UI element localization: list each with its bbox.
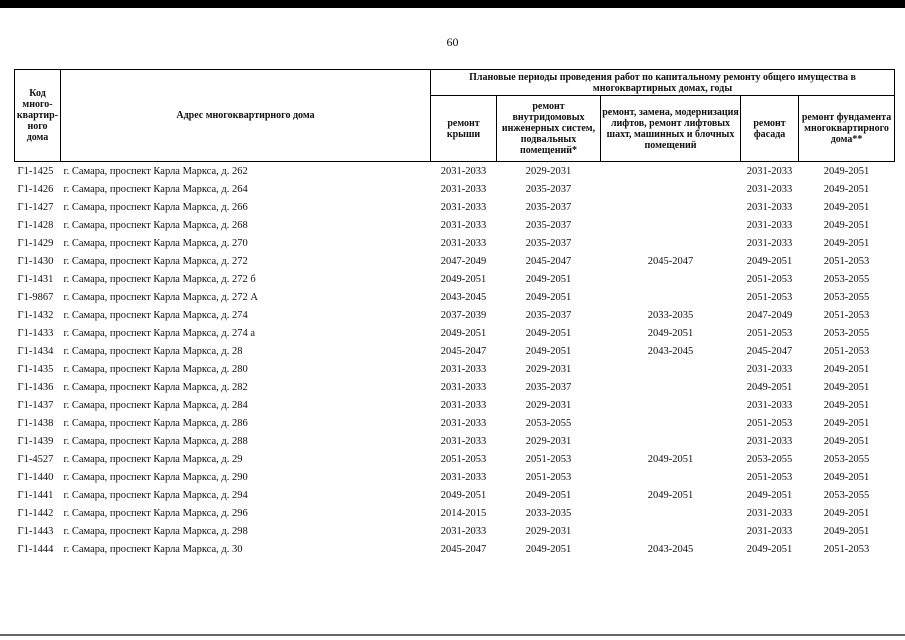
cell-roof: 2031-2033 xyxy=(440,201,487,213)
cell-roof: 2049-2051 xyxy=(440,273,487,285)
cell-code: Г1-1443 xyxy=(17,525,54,537)
cell-internal-systems: 2045-2047 xyxy=(525,255,572,267)
cell-internal-systems: 2049-2051 xyxy=(525,327,572,339)
header-periods-group: Плановые периоды проведения работ по капитальному ремонту общего имущества в многоквартирных домах, годы xyxy=(431,70,895,96)
header-code: Код много-квартир-ного дома xyxy=(15,70,61,162)
cell-internal-systems: 2029-2031 xyxy=(525,363,572,375)
cell-roof: 2031-2033 xyxy=(440,165,487,177)
cell-code: Г1-1431 xyxy=(17,273,54,285)
cell-lifts xyxy=(601,522,741,540)
cell-facade: 2031-2033 xyxy=(746,201,793,213)
cell-address: г. Самара, проспект Карла Маркса, д. 286 xyxy=(63,417,248,429)
cell-code: Г1-1429 xyxy=(17,237,54,249)
cell-address: г. Самара, проспект Карла Маркса, д. 274 а xyxy=(63,327,256,339)
cell-roof: 2031-2033 xyxy=(440,219,487,231)
cell-code: Г1-1426 xyxy=(17,183,54,195)
cell-facade: 2049-2051 xyxy=(746,543,793,555)
header-internal-systems: ремонт внутридомовых инженерных систем, подвальных помещений* xyxy=(497,96,601,162)
cell-code: Г1-1433 xyxy=(17,327,54,339)
table-row xyxy=(15,468,895,486)
cell-address: г. Самара, проспект Карла Маркса, д. 272 xyxy=(63,255,248,267)
cell-address: г. Самара, проспект Карла Маркса, д. 290 xyxy=(63,471,248,483)
cell-facade: 2049-2051 xyxy=(746,489,793,501)
cell-facade: 2051-2053 xyxy=(746,327,793,339)
cell-code: Г1-1439 xyxy=(17,435,54,447)
cell-lifts xyxy=(601,270,741,288)
cell-internal-systems: 2049-2051 xyxy=(525,489,572,501)
page-number: 60 xyxy=(446,35,459,49)
cell-address: г. Самара, проспект Карла Маркса, д. 29 xyxy=(63,453,243,465)
cell-facade: 2051-2053 xyxy=(746,471,793,483)
cell-address: г. Самара, проспект Карла Маркса, д. 262 xyxy=(63,165,248,177)
cell-lifts: 2043-2045 xyxy=(647,543,694,555)
cell-facade: 2031-2033 xyxy=(746,525,793,537)
table-row xyxy=(15,432,895,450)
table-row xyxy=(15,414,895,432)
header-lifts: ремонт, замена, модернизация лифтов, ремонт лифтовых шахт, машинных и блочных помещений xyxy=(601,96,741,162)
cell-roof: 2037-2039 xyxy=(440,309,487,321)
cell-foundation: 2049-2051 xyxy=(823,219,870,231)
cell-internal-systems: 2049-2051 xyxy=(525,543,572,555)
cell-code: Г1-1441 xyxy=(17,489,54,501)
cell-facade: 2051-2053 xyxy=(746,291,793,303)
cell-lifts xyxy=(601,504,741,522)
table-row xyxy=(15,450,895,468)
cell-internal-systems: 2035-2037 xyxy=(525,219,572,231)
table-row xyxy=(15,324,895,342)
cell-facade: 2049-2051 xyxy=(746,255,793,267)
cell-lifts xyxy=(601,432,741,450)
cell-roof: 2031-2033 xyxy=(440,435,487,447)
cell-foundation: 2049-2051 xyxy=(823,183,870,195)
cell-internal-systems: 2035-2037 xyxy=(525,183,572,195)
table-row xyxy=(15,306,895,324)
table-row xyxy=(15,234,895,252)
cell-code: Г1-1425 xyxy=(17,165,54,177)
table-row xyxy=(15,342,895,360)
repair-schedule-table xyxy=(14,69,895,558)
cell-address: г. Самара, проспект Карла Маркса, д. 264 xyxy=(63,183,248,195)
cell-address: г. Самара, проспект Карла Маркса, д. 272 б xyxy=(63,273,256,285)
cell-foundation: 2053-2055 xyxy=(823,489,870,501)
table-row xyxy=(15,504,895,522)
cell-lifts xyxy=(601,234,741,252)
cell-roof: 2031-2033 xyxy=(440,237,487,249)
cell-lifts: 2045-2047 xyxy=(647,255,694,267)
cell-address: г. Самара, проспект Карла Маркса, д. 28 xyxy=(63,345,243,357)
cell-facade: 2031-2033 xyxy=(746,507,793,519)
table-row xyxy=(15,540,895,558)
cell-lifts xyxy=(601,414,741,432)
cell-lifts: 2049-2051 xyxy=(647,489,694,501)
cell-foundation: 2053-2055 xyxy=(823,453,870,465)
cell-foundation: 2049-2051 xyxy=(823,507,870,519)
cell-code: Г1-1438 xyxy=(17,417,54,429)
cell-foundation: 2053-2055 xyxy=(823,273,870,285)
cell-address: г. Самара, проспект Карла Маркса, д. 270 xyxy=(63,237,248,249)
cell-internal-systems: 2051-2053 xyxy=(525,471,572,483)
cell-roof: 2045-2047 xyxy=(440,543,487,555)
cell-foundation: 2051-2053 xyxy=(823,309,870,321)
cell-roof: 2045-2047 xyxy=(440,345,487,357)
cell-address: г. Самара, проспект Карла Маркса, д. 272 А xyxy=(63,291,258,303)
cell-roof: 2031-2033 xyxy=(440,381,487,393)
cell-address: г. Самара, проспект Карла Маркса, д. 30 xyxy=(63,543,243,555)
cell-code: Г1-1430 xyxy=(17,255,54,267)
table-body xyxy=(15,162,895,559)
cell-roof: 2043-2045 xyxy=(440,291,487,303)
cell-internal-systems: 2035-2037 xyxy=(525,309,572,321)
table-row xyxy=(15,252,895,270)
cell-foundation: 2053-2055 xyxy=(823,291,870,303)
cell-address: г. Самара, проспект Карла Маркса, д. 294 xyxy=(63,489,248,501)
table-row xyxy=(15,378,895,396)
cell-lifts: 2033-2035 xyxy=(647,309,694,321)
cell-facade: 2031-2033 xyxy=(746,435,793,447)
table-row xyxy=(15,270,895,288)
cell-facade: 2031-2033 xyxy=(746,183,793,195)
cell-internal-systems: 2029-2031 xyxy=(525,525,572,537)
cell-lifts xyxy=(601,288,741,306)
cell-internal-systems: 2029-2031 xyxy=(525,399,572,411)
header-address: Адрес многоквартирного дома xyxy=(61,70,431,162)
cell-foundation: 2049-2051 xyxy=(823,417,870,429)
table-row xyxy=(15,360,895,378)
cell-internal-systems: 2035-2037 xyxy=(525,381,572,393)
header-roof: ремонт крыши xyxy=(431,96,497,162)
cell-lifts xyxy=(601,378,741,396)
cell-code: Г1-1434 xyxy=(17,345,54,357)
table-row xyxy=(15,396,895,414)
cell-lifts xyxy=(601,180,741,198)
cell-lifts xyxy=(601,396,741,414)
cell-foundation: 2053-2055 xyxy=(823,327,870,339)
table-row xyxy=(15,216,895,234)
cell-foundation: 2049-2051 xyxy=(823,363,870,375)
header-foundation: ремонт фундамента многоквартирного дома** xyxy=(799,96,895,162)
cell-lifts xyxy=(601,360,741,378)
cell-facade: 2031-2033 xyxy=(746,399,793,411)
cell-roof: 2051-2053 xyxy=(440,453,487,465)
cell-foundation: 2049-2051 xyxy=(823,435,870,447)
cell-address: г. Самара, проспект Карла Маркса, д. 280 xyxy=(63,363,248,375)
table-row xyxy=(15,162,895,181)
cell-internal-systems: 2049-2051 xyxy=(525,291,572,303)
cell-lifts xyxy=(601,162,741,181)
cell-foundation: 2049-2051 xyxy=(823,381,870,393)
cell-roof: 2031-2033 xyxy=(440,183,487,195)
cell-address: г. Самара, проспект Карла Маркса, д. 282 xyxy=(63,381,248,393)
cell-code: Г1-1444 xyxy=(17,543,54,555)
cell-internal-systems: 2035-2037 xyxy=(525,201,572,213)
cell-foundation: 2049-2051 xyxy=(823,201,870,213)
cell-internal-systems: 2049-2051 xyxy=(525,273,572,285)
cell-code: Г1-1437 xyxy=(17,399,54,411)
cell-foundation: 2049-2051 xyxy=(823,525,870,537)
table-row xyxy=(15,486,895,504)
cell-address: г. Самара, проспект Карла Маркса, д. 266 xyxy=(63,201,248,213)
cell-roof: 2049-2051 xyxy=(440,327,487,339)
cell-roof: 2031-2033 xyxy=(440,363,487,375)
cell-internal-systems: 2051-2053 xyxy=(525,453,572,465)
cell-code: Г1-1442 xyxy=(17,507,54,519)
cell-roof: 2031-2033 xyxy=(440,417,487,429)
cell-facade: 2045-2047 xyxy=(746,345,793,357)
cell-facade: 2031-2033 xyxy=(746,165,793,177)
cell-code: Г1-1440 xyxy=(17,471,54,483)
cell-foundation: 2049-2051 xyxy=(823,399,870,411)
cell-facade: 2031-2033 xyxy=(746,237,793,249)
cell-address: г. Самара, проспект Карла Маркса, д. 296 xyxy=(63,507,248,519)
cell-lifts xyxy=(601,198,741,216)
cell-facade: 2051-2053 xyxy=(746,417,793,429)
cell-facade: 2031-2033 xyxy=(746,363,793,375)
cell-facade: 2053-2055 xyxy=(746,453,793,465)
cell-lifts xyxy=(601,468,741,486)
cell-foundation: 2049-2051 xyxy=(823,165,870,177)
cell-facade: 2031-2033 xyxy=(746,219,793,231)
bottom-border xyxy=(0,634,905,636)
table-row xyxy=(15,288,895,306)
cell-lifts: 2049-2051 xyxy=(647,327,694,339)
cell-foundation: 2049-2051 xyxy=(823,471,870,483)
cell-foundation: 2051-2053 xyxy=(823,543,870,555)
cell-address: г. Самара, проспект Карла Маркса, д. 274 xyxy=(63,309,248,321)
cell-code: Г1-4527 xyxy=(17,453,54,465)
cell-roof: 2049-2051 xyxy=(440,489,487,501)
cell-internal-systems: 2053-2055 xyxy=(525,417,572,429)
cell-code: Г1-1436 xyxy=(17,381,54,393)
cell-lifts: 2043-2045 xyxy=(647,345,694,357)
cell-internal-systems: 2035-2037 xyxy=(525,237,572,249)
cell-lifts: 2049-2051 xyxy=(647,453,694,465)
cell-address: г. Самара, проспект Карла Маркса, д. 268 xyxy=(63,219,248,231)
cell-foundation: 2051-2053 xyxy=(823,345,870,357)
cell-code: Г1-1428 xyxy=(17,219,54,231)
cell-internal-systems: 2049-2051 xyxy=(525,345,572,357)
cell-foundation: 2051-2053 xyxy=(823,255,870,267)
cell-foundation: 2049-2051 xyxy=(823,237,870,249)
cell-roof: 2047-2049 xyxy=(440,255,487,267)
cell-address: г. Самара, проспект Карла Маркса, д. 298 xyxy=(63,525,248,537)
cell-code: Г1-1427 xyxy=(17,201,54,213)
cell-roof: 2031-2033 xyxy=(440,525,487,537)
cell-code: Г1-1435 xyxy=(17,363,54,375)
table-row xyxy=(15,180,895,198)
cell-facade: 2049-2051 xyxy=(746,381,793,393)
cell-internal-systems: 2029-2031 xyxy=(525,165,572,177)
cell-code: Г1-9867 xyxy=(17,291,54,303)
cell-code: Г1-1432 xyxy=(17,309,54,321)
table-row xyxy=(15,522,895,540)
cell-facade: 2047-2049 xyxy=(746,309,793,321)
cell-internal-systems: 2033-2035 xyxy=(525,507,572,519)
cell-roof: 2031-2033 xyxy=(440,471,487,483)
cell-address: г. Самара, проспект Карла Маркса, д. 288 xyxy=(63,435,248,447)
cell-lifts xyxy=(601,216,741,234)
cell-facade: 2051-2053 xyxy=(746,273,793,285)
header-facade: ремонт фасада xyxy=(741,96,799,162)
cell-roof: 2031-2033 xyxy=(440,399,487,411)
table-row xyxy=(15,198,895,216)
cell-roof: 2014-2015 xyxy=(440,507,487,519)
top-border xyxy=(0,0,905,8)
cell-address: г. Самара, проспект Карла Маркса, д. 284 xyxy=(63,399,248,411)
cell-internal-systems: 2029-2031 xyxy=(525,435,572,447)
